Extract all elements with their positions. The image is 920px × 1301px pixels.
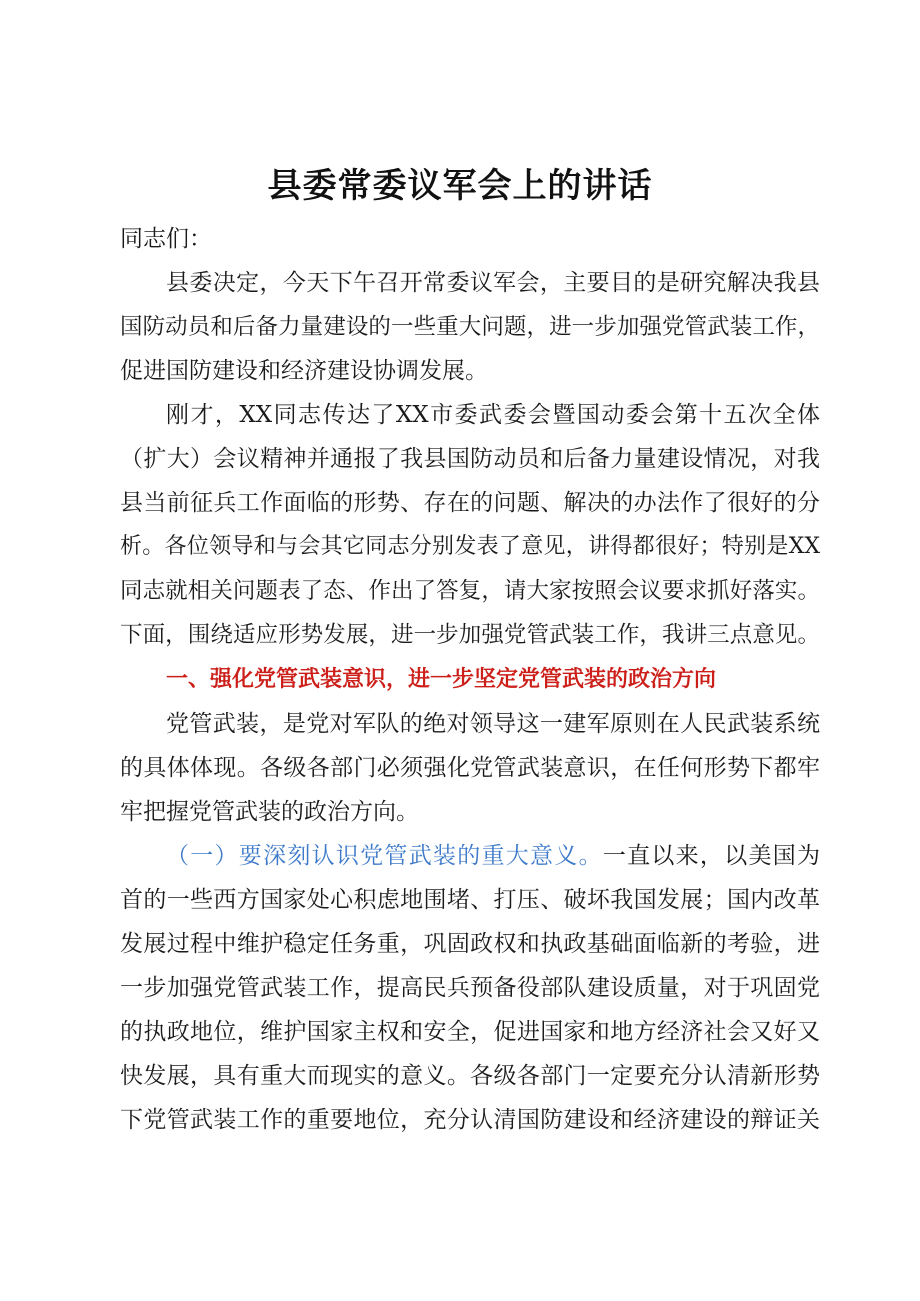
paragraph-line: 县当前征兵工作面临的形势、存在的问题、解决的办法作了很好的分 — [120, 490, 820, 516]
salutation: 同志们： — [120, 226, 212, 252]
subsection-heading: （一）要深刻认识党管武装的重大意义。 — [166, 843, 603, 869]
paragraph-line: 国防动员和后备力量建设的一些重大问题，进一步加强党管武装工作， — [120, 314, 820, 340]
paragraph-line: 刚才，XX同志传达了XX市委武委会暨国动委会第十五次全体 — [166, 402, 820, 428]
paragraph-line: 析。各位领导和与会其它同志分别发表了意见，讲得都很好；特别是XX — [120, 534, 820, 559]
subsection-line — [166, 841, 820, 871]
document-title: 县委常委议军会上的讲话 — [267, 166, 653, 206]
paragraph-line: 的具体体现。各级各部门必须强化党管武装意识，在任何形势下都牢 — [120, 755, 820, 781]
paragraph-line: 县委决定，今天下午召开常委议军会，主要目的是研究解决我县 — [166, 270, 820, 296]
paragraph-line: 党管武装，是党对军队的绝对领导这一建军原则在人民武装系统 — [166, 711, 820, 737]
paragraph-line: 发展过程中维护稳定任务重，巩固政权和执政基础面临新的考验，进 — [120, 931, 820, 957]
paragraph-line: 下面，围绕适应形势发展，进一步加强党管武装工作，我讲三点意见。 — [120, 622, 820, 648]
paragraph-line: 牢把握党管武装的政治方向。 — [120, 799, 419, 825]
section-heading: 一、强化党管武装意识，进一步坚定党管武装的政治方向 — [166, 667, 717, 692]
paragraph-line: 首的一些西方国家处心积虑地围堵、打压、破坏我国发展；国内改革 — [120, 887, 820, 913]
paragraph-line: 的执政地位，维护国家主权和安全，促进国家和地方经济社会又好又 — [120, 1019, 820, 1045]
paragraph-line: 同志就相关问题表了态、作出了答复，请大家按照会议要求抓好落实。 — [120, 578, 820, 604]
paragraph-line: （扩大）会议精神并通报了我县国防动员和后备力量建设情况，对我 — [120, 446, 820, 472]
paragraph-line: 促进国防建设和经济建设协调发展。 — [120, 358, 488, 384]
paragraph-line: 快发展，具有重大而现实的意义。各级各部门一定要充分认清新形势 — [120, 1063, 820, 1089]
paragraph-line: 下党管武装工作的重要地位，充分认清国防建设和经济建设的辩证关 — [120, 1107, 820, 1133]
subsection-text: 一直以来，以美国为 — [602, 843, 821, 869]
paragraph-line: 一步加强党管武装工作，提高民兵预备役部队建设质量，对于巩固党 — [120, 975, 820, 1001]
